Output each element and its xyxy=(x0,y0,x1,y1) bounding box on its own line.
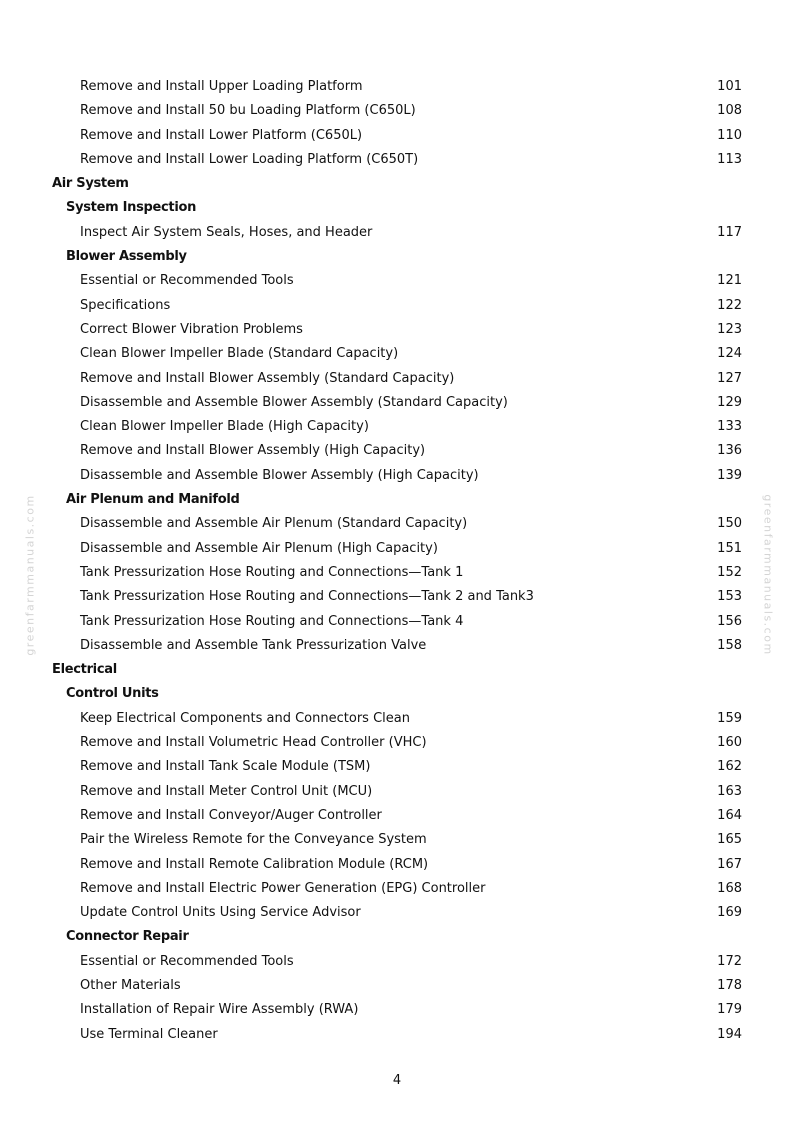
toc-entry-title: Connector Repair xyxy=(66,929,189,945)
toc-entry-page-number: 121 xyxy=(717,273,742,289)
toc-entry[interactable] xyxy=(0,755,794,779)
toc-entry[interactable] xyxy=(0,634,794,658)
toc-entry[interactable] xyxy=(0,75,794,99)
watermark-left: greenfarmmanuals.com xyxy=(23,494,37,656)
toc-entry-title: Remove and Install Remote Calibration Module (RCM) xyxy=(80,856,429,872)
toc-entry-title: Tank Pressurization Hose Routing and Connections—Tank 1 xyxy=(80,564,464,580)
toc-section-heading[interactable] xyxy=(0,488,794,512)
toc-entry-title: System Inspection xyxy=(66,200,197,216)
toc-entry[interactable] xyxy=(0,439,794,463)
toc-entry-page-number: 129 xyxy=(717,394,742,410)
toc-entry-page-number: 162 xyxy=(717,759,742,775)
toc-entry[interactable] xyxy=(0,537,794,561)
toc-entry[interactable] xyxy=(0,804,794,828)
toc-entry[interactable] xyxy=(0,950,794,974)
toc-entry-title: Air System xyxy=(52,176,129,192)
toc-entry-title: Disassemble and Assemble Tank Pressurization Valve xyxy=(80,637,427,653)
toc-entry-title: Remove and Install Meter Control Unit (MCU) xyxy=(80,783,373,799)
toc-entry-title: Disassemble and Assemble Air Plenum (High Capacity) xyxy=(80,540,438,556)
toc-entry[interactable] xyxy=(0,974,794,998)
toc-entry-page-number: 178 xyxy=(717,977,742,993)
toc-section-heading[interactable] xyxy=(0,658,794,682)
toc-entry-title: Remove and Install Volumetric Head Controller (VHC) xyxy=(80,735,427,751)
toc-entry-title: Remove and Install Upper Loading Platform xyxy=(80,79,363,94)
toc-entry[interactable] xyxy=(0,99,794,123)
toc-entry[interactable] xyxy=(0,124,794,148)
toc-entry-title: Disassemble and Assemble Blower Assembly (High Capacity) xyxy=(80,467,479,483)
toc-entry-title: Control Units xyxy=(66,686,159,702)
toc-entry-title: Remove and Install Tank Scale Module (TSM) xyxy=(80,759,371,775)
page-number: 4 xyxy=(392,1073,402,1088)
toc-entry-page-number: 123 xyxy=(717,321,742,337)
toc-entry-title: Essential or Recommended Tools xyxy=(80,953,294,969)
toc-entry[interactable] xyxy=(0,342,794,366)
toc-entry[interactable] xyxy=(0,367,794,391)
toc-entry-page-number: 194 xyxy=(717,1026,742,1042)
toc-entry[interactable] xyxy=(0,294,794,318)
toc-entry-title: Correct Blower Vibration Problems xyxy=(80,321,303,337)
toc-entry-title: Remove and Install Blower Assembly (Standard Capacity) xyxy=(80,370,455,386)
toc-entry-page-number: 113 xyxy=(717,151,742,167)
toc-entry-title: Electrical xyxy=(52,662,117,678)
toc-entry-page-number: 164 xyxy=(717,807,742,823)
toc-entry-page-number: 117 xyxy=(717,224,742,240)
table-of-contents xyxy=(0,75,794,1047)
toc-entry-page-number: 167 xyxy=(717,856,742,872)
toc-entry-page-number: 127 xyxy=(717,370,742,386)
toc-entry-title: Use Terminal Cleaner xyxy=(80,1026,218,1042)
toc-entry-page-number: 163 xyxy=(717,783,742,799)
toc-entry[interactable] xyxy=(0,148,794,172)
toc-entry[interactable] xyxy=(0,1023,794,1047)
toc-entry-page-number: 168 xyxy=(717,880,742,896)
toc-entry-page-number: 133 xyxy=(717,419,742,435)
toc-entry-page-number: 139 xyxy=(717,467,742,483)
toc-section-heading[interactable] xyxy=(0,172,794,196)
toc-entry-page-number: 152 xyxy=(717,564,742,580)
toc-entry-page-number: 150 xyxy=(717,516,742,532)
toc-entry-title: Installation of Repair Wire Assembly (RWA) xyxy=(80,1002,359,1018)
toc-entry-title: Essential or Recommended Tools xyxy=(80,273,294,289)
toc-entry[interactable] xyxy=(0,221,794,245)
toc-section-heading[interactable] xyxy=(0,196,794,220)
toc-entry-page-number: 110 xyxy=(717,127,742,143)
toc-entry[interactable] xyxy=(0,998,794,1022)
toc-entry-page-number: 165 xyxy=(717,832,742,848)
toc-entry-page-number: 158 xyxy=(717,637,742,653)
toc-entry-page-number: 136 xyxy=(717,443,742,459)
toc-entry[interactable] xyxy=(0,318,794,342)
toc-entry[interactable] xyxy=(0,853,794,877)
toc-entry-page-number: 101 xyxy=(717,79,742,94)
toc-entry[interactable] xyxy=(0,731,794,755)
toc-section-heading[interactable] xyxy=(0,245,794,269)
watermark-right: greenfarmmanuals.com xyxy=(761,494,775,656)
toc-entry[interactable] xyxy=(0,901,794,925)
toc-entry-title: Blower Assembly xyxy=(66,249,187,265)
toc-entry-title: Remove and Install Electric Power Generation (EPG) Controller xyxy=(80,880,486,896)
toc-entry-page-number: 179 xyxy=(717,1002,742,1018)
toc-entry-title: Disassemble and Assemble Air Plenum (Standard Capacity) xyxy=(80,516,468,532)
toc-entry-title: Pair the Wireless Remote for the Conveyance System xyxy=(80,832,427,848)
toc-entry-page-number: 159 xyxy=(717,710,742,726)
toc-entry-page-number: 153 xyxy=(717,589,742,605)
toc-entry-title: Update Control Units Using Service Advisor xyxy=(80,905,361,921)
toc-entry-page-number: 169 xyxy=(717,905,742,921)
toc-entry[interactable] xyxy=(0,828,794,852)
toc-entry-title: Tank Pressurization Hose Routing and Connections—Tank 2 and Tank3 xyxy=(80,589,534,605)
toc-entry-title: Clean Blower Impeller Blade (High Capacity) xyxy=(80,419,369,435)
toc-entry-title: Remove and Install Blower Assembly (High Capacity) xyxy=(80,443,426,459)
toc-entry-title: Specifications xyxy=(80,297,171,313)
toc-entry[interactable] xyxy=(0,780,794,804)
toc-entry-title: Keep Electrical Components and Connectors Clean xyxy=(80,710,410,726)
toc-entry[interactable] xyxy=(0,464,794,488)
toc-section-heading[interactable] xyxy=(0,682,794,706)
toc-entry[interactable] xyxy=(0,269,794,293)
toc-entry-title: Remove and Install 50 bu Loading Platform (C650L) xyxy=(80,103,416,119)
toc-section-heading[interactable] xyxy=(0,925,794,949)
toc-entry-title: Clean Blower Impeller Blade (Standard Capacity) xyxy=(80,346,399,362)
toc-entry[interactable] xyxy=(0,877,794,901)
toc-entry[interactable] xyxy=(0,585,794,609)
toc-entry-title: Remove and Install Lower Loading Platform (C650T) xyxy=(80,151,419,167)
toc-entry[interactable] xyxy=(0,512,794,536)
toc-entry-title: Air Plenum and Manifold xyxy=(66,492,240,508)
toc-entry-page-number: 172 xyxy=(717,953,742,969)
toc-entry-page-number: 160 xyxy=(717,735,742,751)
toc-entry[interactable] xyxy=(0,391,794,415)
toc-entry-title: Disassemble and Assemble Blower Assembly (Standard Capacity) xyxy=(80,394,508,410)
toc-entry-title: Other Materials xyxy=(80,977,181,993)
toc-entry[interactable] xyxy=(0,561,794,585)
toc-entry-page-number: 122 xyxy=(717,297,742,313)
toc-entry-page-number: 108 xyxy=(717,103,742,119)
toc-entry-page-number: 156 xyxy=(717,613,742,629)
toc-entry-title: Remove and Install Lower Platform (C650L) xyxy=(80,127,363,143)
toc-entry[interactable] xyxy=(0,707,794,731)
toc-entry-page-number: 124 xyxy=(717,346,742,362)
toc-entry-title: Inspect Air System Seals, Hoses, and Header xyxy=(80,224,373,240)
toc-entry[interactable] xyxy=(0,610,794,634)
toc-entry[interactable] xyxy=(0,415,794,439)
toc-entry-page-number: 151 xyxy=(717,540,742,556)
toc-entry-title: Tank Pressurization Hose Routing and Connections—Tank 4 xyxy=(80,613,464,629)
toc-entry-title: Remove and Install Conveyor/Auger Controller xyxy=(80,807,382,823)
